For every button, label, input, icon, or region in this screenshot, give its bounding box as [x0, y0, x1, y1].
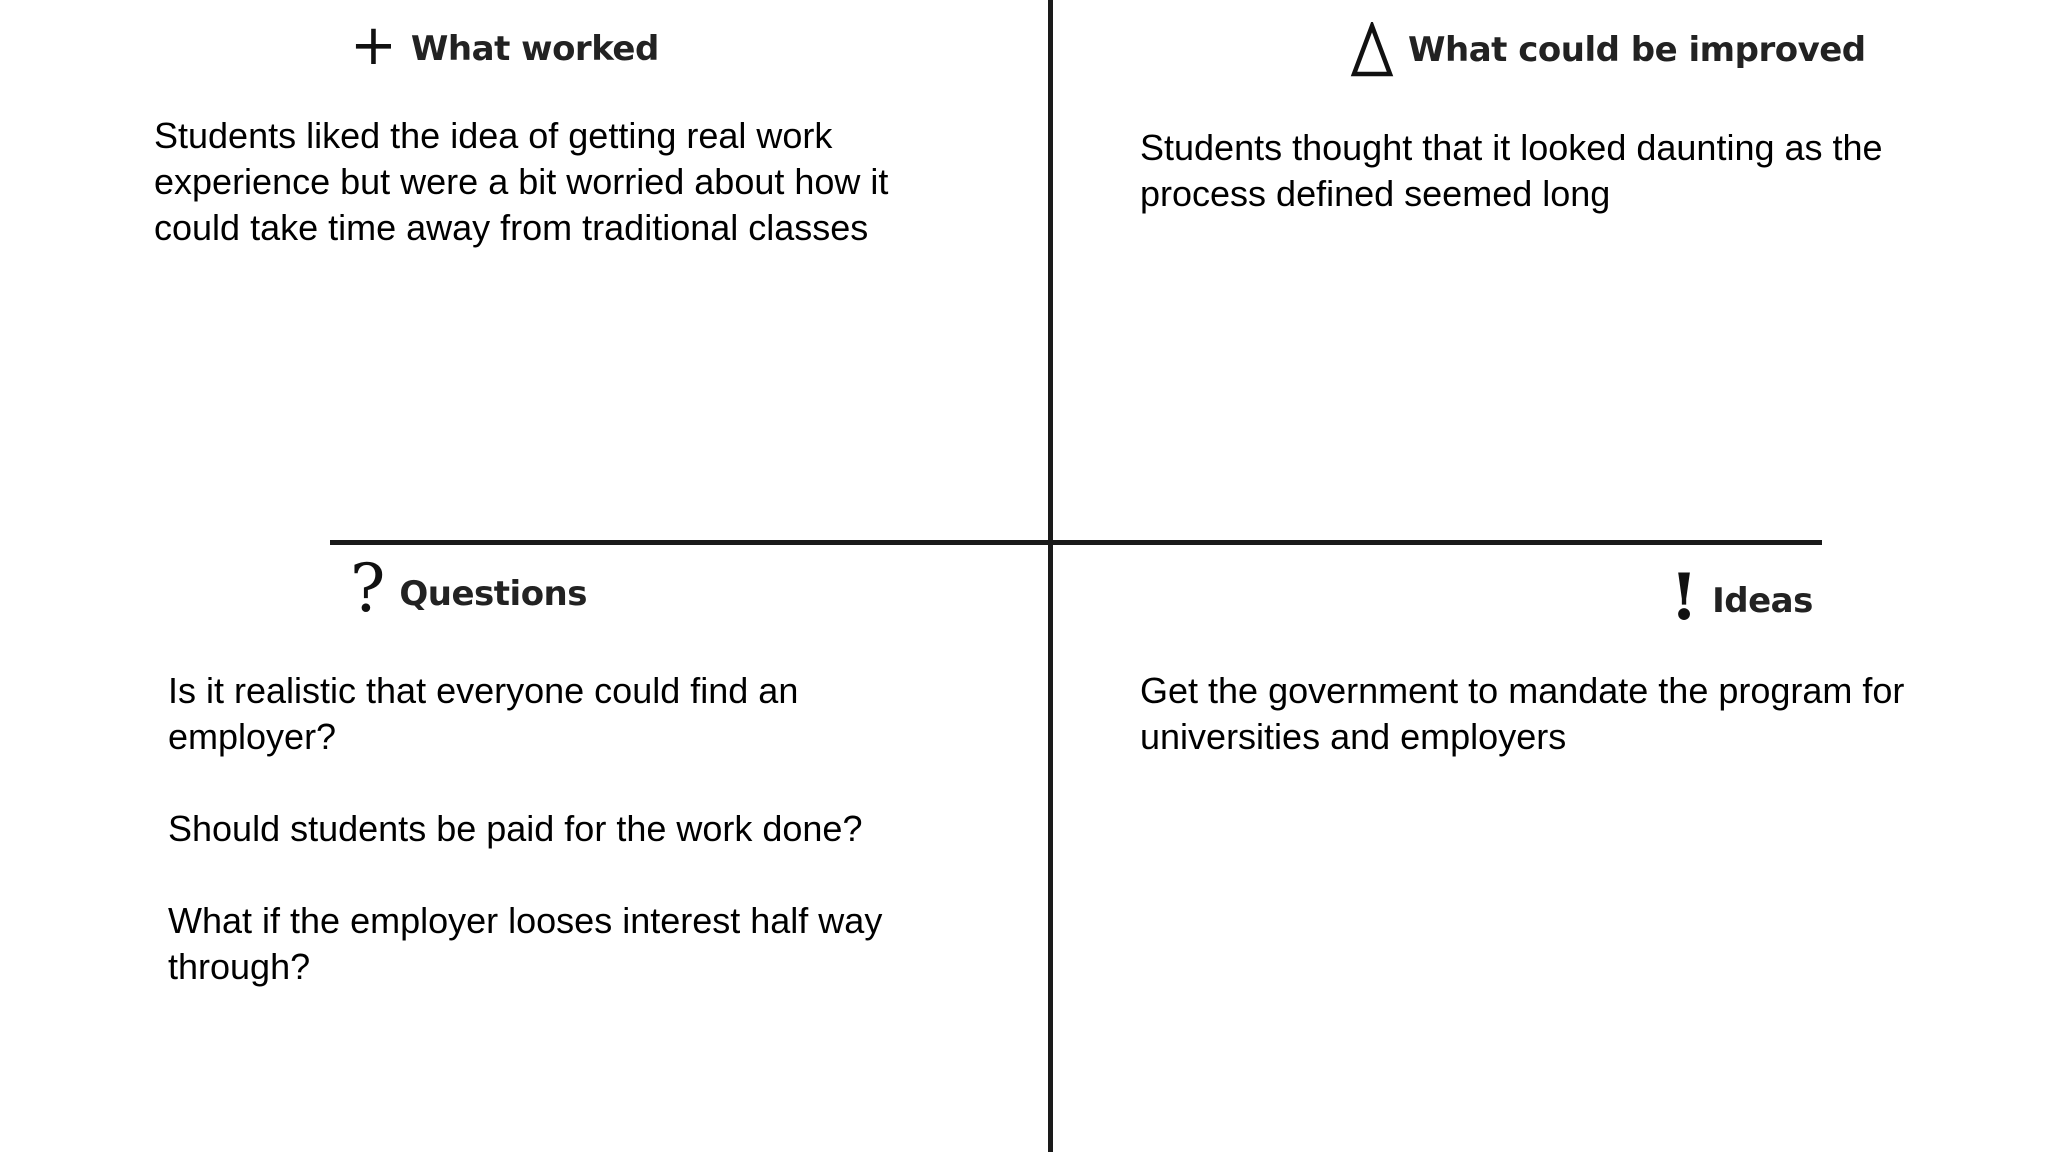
horizontal-divider: [330, 540, 1822, 545]
exclamation-icon: !: [1670, 560, 1699, 635]
improved-heading-label: What could be improved: [1408, 30, 1866, 70]
question-item: Should students be paid for the work done?: [168, 808, 863, 849]
worked-paragraph: Students liked the idea of getting real work experience but were a bit worried about how it could take time away from traditional classes: [154, 115, 889, 248]
worked-heading: [350, 13, 659, 78]
worked-heading-label: What worked: [410, 29, 659, 69]
improved-text: [1140, 125, 1940, 217]
plus-icon: +: [350, 13, 397, 78]
ideas-paragraph: Get the government to mandate the program for universities and employers: [1140, 670, 1905, 757]
ideas-heading: [1670, 560, 1813, 635]
question-item: What if the employer looses interest half way through?: [168, 900, 883, 987]
question-mark-icon: ?: [350, 550, 386, 627]
improved-heading: [1350, 22, 1866, 78]
questions-heading: [350, 550, 588, 627]
questions-list: [168, 668, 928, 990]
ideas-heading-label: Ideas: [1712, 581, 1813, 621]
improved-paragraph: Students thought that it looked daunting as the process defined seemed long: [1140, 127, 1883, 214]
ideas-text: [1140, 668, 1940, 760]
question-item: Is it realistic that everyone could find an employer?: [168, 670, 799, 757]
vertical-divider: [1048, 0, 1053, 1152]
questions-heading-label: Questions: [399, 574, 588, 614]
worked-text: [154, 113, 934, 251]
delta-icon: [1350, 22, 1394, 78]
